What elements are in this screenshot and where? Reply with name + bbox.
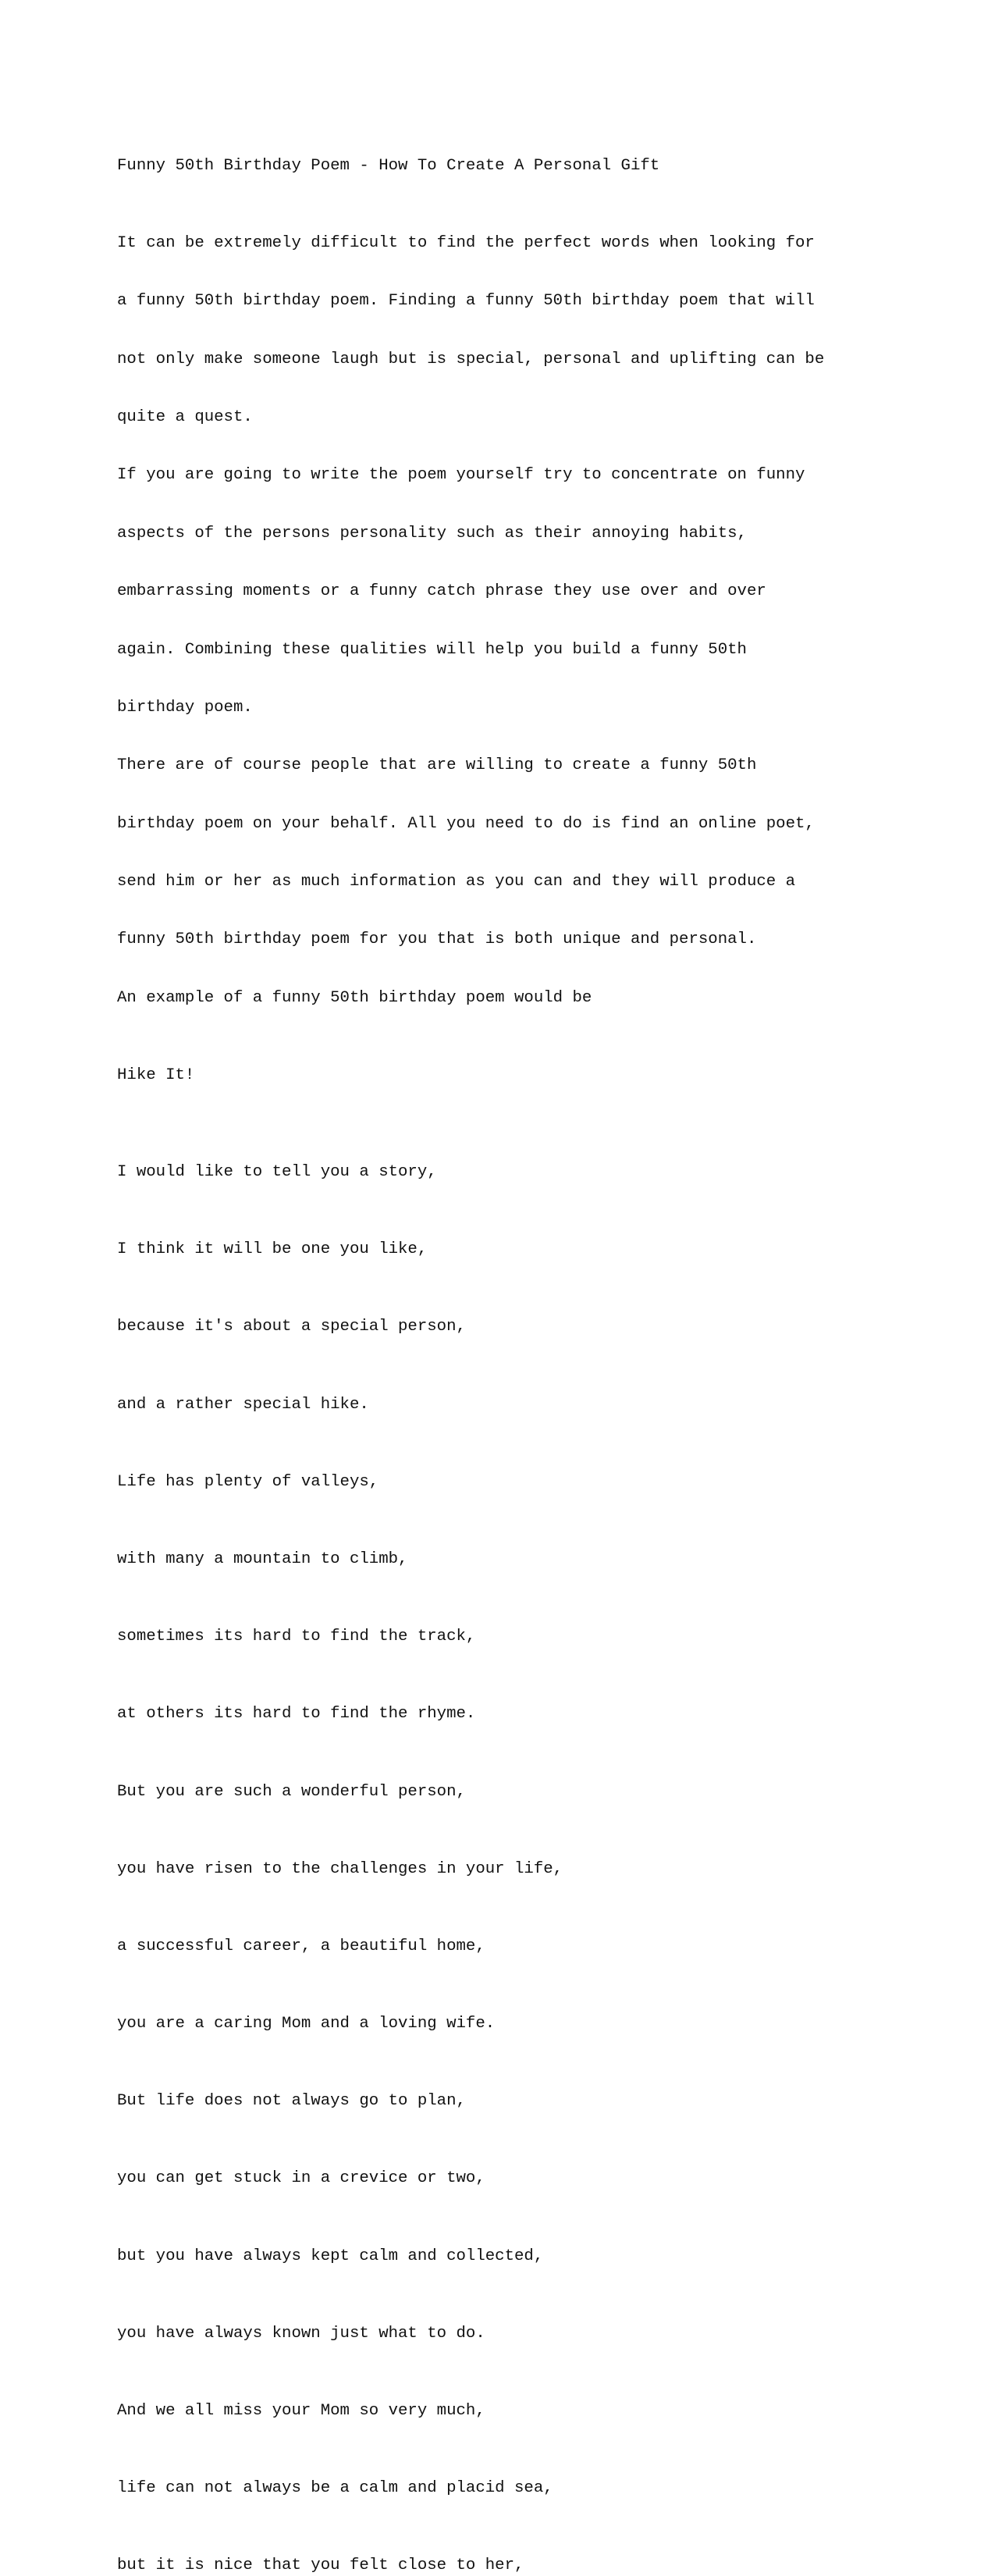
poem-line: But you are such a wonderful person, [117, 1782, 466, 1801]
text-line: birthday poem on your behalf. All you need to do is find an online poet, [117, 814, 815, 833]
poem-line: you have always known just what to do. [117, 2324, 485, 2343]
poem-line: you are a caring Mom and a loving wife. [117, 2015, 496, 2033]
document-page [117, 118, 929, 2576]
text-line: a funny 50th birthday poem. Finding a funny 50th birthday poem that will [117, 292, 815, 311]
poem-line: And we all miss your Mom so very much, [117, 2402, 485, 2421]
poem-line: at others its hard to find the rhyme. [117, 1705, 476, 1724]
poem-line: you have risen to the challenges in your life, [117, 1859, 563, 1878]
poem-line: but you have always kept calm and collected, [117, 2247, 544, 2265]
poem-line: life can not always be a calm and placid sea, [117, 2479, 553, 2498]
poem-line: but it is nice that you felt close to her, [117, 2556, 524, 2575]
poem-line: I think it will be one you like, [117, 1240, 428, 1259]
text-line: funny 50th birthday poem for you that is both unique and personal. [117, 930, 757, 949]
text-line: embarrassing moments or a funny catch phrase they use over and over [117, 582, 766, 601]
text-line: An example of a funny 50th birthday poem would be [117, 988, 592, 1007]
poem-line: a successful career, a beautiful home, [117, 1937, 485, 1955]
poem-line: with many a mountain to climb, [117, 1550, 408, 1568]
poem-title: Hike It! [117, 1066, 195, 1085]
text-line: It can be extremely difficult to find the perfect words when looking for [117, 233, 815, 252]
text-line: again. Combining these qualities will help you build a funny 50th [117, 640, 747, 659]
text-line: If you are going to write the poem yourself try to concentrate on funny [117, 466, 805, 485]
text-line: There are of course people that are willing to create a funny 50th [117, 756, 757, 775]
text-line: quite a quest. [117, 407, 253, 426]
poem-line: But life does not always go to plan, [117, 2092, 466, 2111]
poem-line: sometimes its hard to find the track, [117, 1628, 476, 1646]
poem-line: you can get stuck in a crevice or two, [117, 2169, 485, 2188]
poem-line: because it's about a special person, [117, 1318, 466, 1336]
poem-line: Life has plenty of valleys, [117, 1472, 379, 1491]
poem-line: I would like to tell you a story, [117, 1163, 437, 1182]
document-title: Funny 50th Birthday Poem - How To Create A Personal Gift [117, 156, 660, 175]
text-line: not only make someone laugh but is special, personal and uplifting can be [117, 350, 825, 368]
poem-line: and a rather special hike. [117, 1395, 369, 1414]
text-line: birthday poem. [117, 698, 253, 717]
text-line: send him or her as much information as you can and they will produce a [117, 873, 796, 891]
text-line: aspects of the persons personality such as their annoying habits, [117, 524, 747, 543]
